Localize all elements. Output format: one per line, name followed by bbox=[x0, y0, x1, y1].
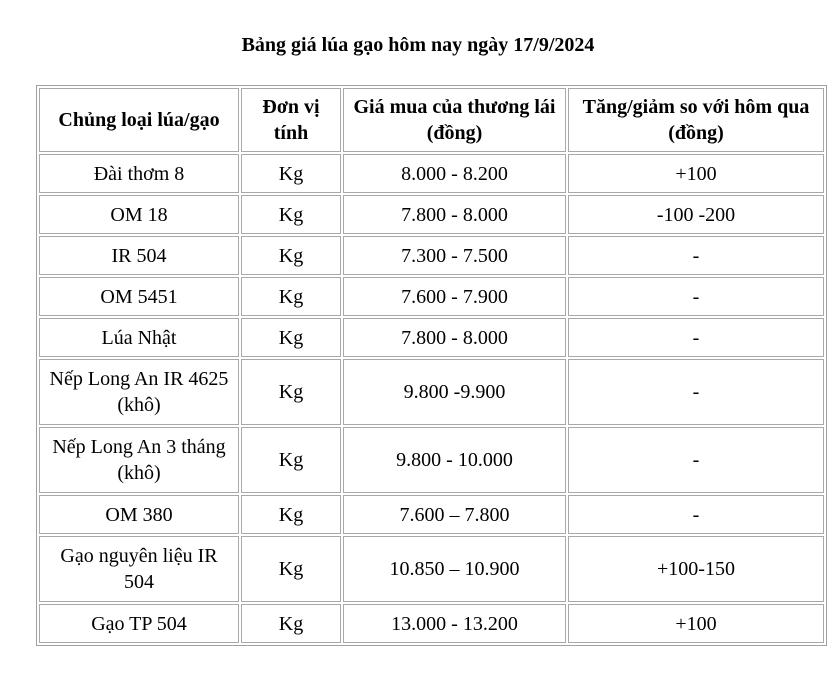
cell-change: -100 -200 bbox=[568, 195, 824, 234]
cell-change: - bbox=[568, 277, 824, 316]
page-title: Bảng giá lúa gạo hôm nay ngày 17/9/2024 bbox=[241, 34, 595, 56]
cell-unit: Kg bbox=[241, 495, 341, 534]
cell-change: - bbox=[568, 236, 824, 275]
table-row bbox=[39, 427, 824, 493]
cell-price: 7.800 - 8.000 bbox=[343, 318, 566, 357]
cell-type: IR 504 bbox=[39, 236, 239, 275]
cell-change: +100-150 bbox=[568, 536, 824, 602]
cell-type: Gạo TP 504 bbox=[39, 604, 239, 643]
cell-type: Gạo nguyên liệu IR 504 bbox=[39, 536, 239, 602]
table-row bbox=[39, 495, 824, 534]
cell-price: 7.600 - 7.900 bbox=[343, 277, 566, 316]
table-row bbox=[39, 154, 824, 193]
cell-price: 7.800 - 8.000 bbox=[343, 195, 566, 234]
cell-change: - bbox=[568, 495, 824, 534]
cell-price: 13.000 - 13.200 bbox=[343, 604, 566, 643]
table-body bbox=[39, 154, 824, 643]
rice-price-table bbox=[36, 85, 827, 646]
table-row bbox=[39, 318, 824, 357]
header-type: Chủng loại lúa/gạo bbox=[39, 88, 239, 152]
cell-change: +100 bbox=[568, 604, 824, 643]
cell-price: 8.000 - 8.200 bbox=[343, 154, 566, 193]
cell-change: +100 bbox=[568, 154, 824, 193]
cell-type: OM 5451 bbox=[39, 277, 239, 316]
table-row bbox=[39, 277, 824, 316]
cell-price: 9.800 -9.900 bbox=[343, 359, 566, 425]
table-row bbox=[39, 359, 824, 425]
table-row bbox=[39, 195, 824, 234]
cell-type: OM 18 bbox=[39, 195, 239, 234]
table-row bbox=[39, 536, 824, 602]
cell-unit: Kg bbox=[241, 604, 341, 643]
cell-unit: Kg bbox=[241, 236, 341, 275]
table-header-row bbox=[39, 88, 824, 152]
header-change: Tăng/giảm so với hôm qua (đồng) bbox=[568, 88, 824, 152]
cell-type: OM 380 bbox=[39, 495, 239, 534]
cell-price: 7.300 - 7.500 bbox=[343, 236, 566, 275]
cell-unit: Kg bbox=[241, 536, 341, 602]
header-unit: Đơn vị tính bbox=[241, 88, 341, 152]
cell-price: 9.800 - 10.000 bbox=[343, 427, 566, 493]
cell-price: 10.850 – 10.900 bbox=[343, 536, 566, 602]
header-price: Giá mua của thương lái (đồng) bbox=[343, 88, 566, 152]
cell-unit: Kg bbox=[241, 318, 341, 357]
cell-unit: Kg bbox=[241, 154, 341, 193]
cell-price: 7.600 – 7.800 bbox=[343, 495, 566, 534]
table-row bbox=[39, 236, 824, 275]
cell-change: - bbox=[568, 318, 824, 357]
cell-type: Nếp Long An IR 4625 (khô) bbox=[39, 359, 239, 425]
cell-type: Đài thơm 8 bbox=[39, 154, 239, 193]
cell-change: - bbox=[568, 359, 824, 425]
cell-unit: Kg bbox=[241, 427, 341, 493]
cell-type: Lúa Nhật bbox=[39, 318, 239, 357]
cell-type: Nếp Long An 3 tháng (khô) bbox=[39, 427, 239, 493]
cell-unit: Kg bbox=[241, 277, 341, 316]
cell-unit: Kg bbox=[241, 195, 341, 234]
cell-change: - bbox=[568, 427, 824, 493]
cell-unit: Kg bbox=[241, 359, 341, 425]
table-row bbox=[39, 604, 824, 643]
